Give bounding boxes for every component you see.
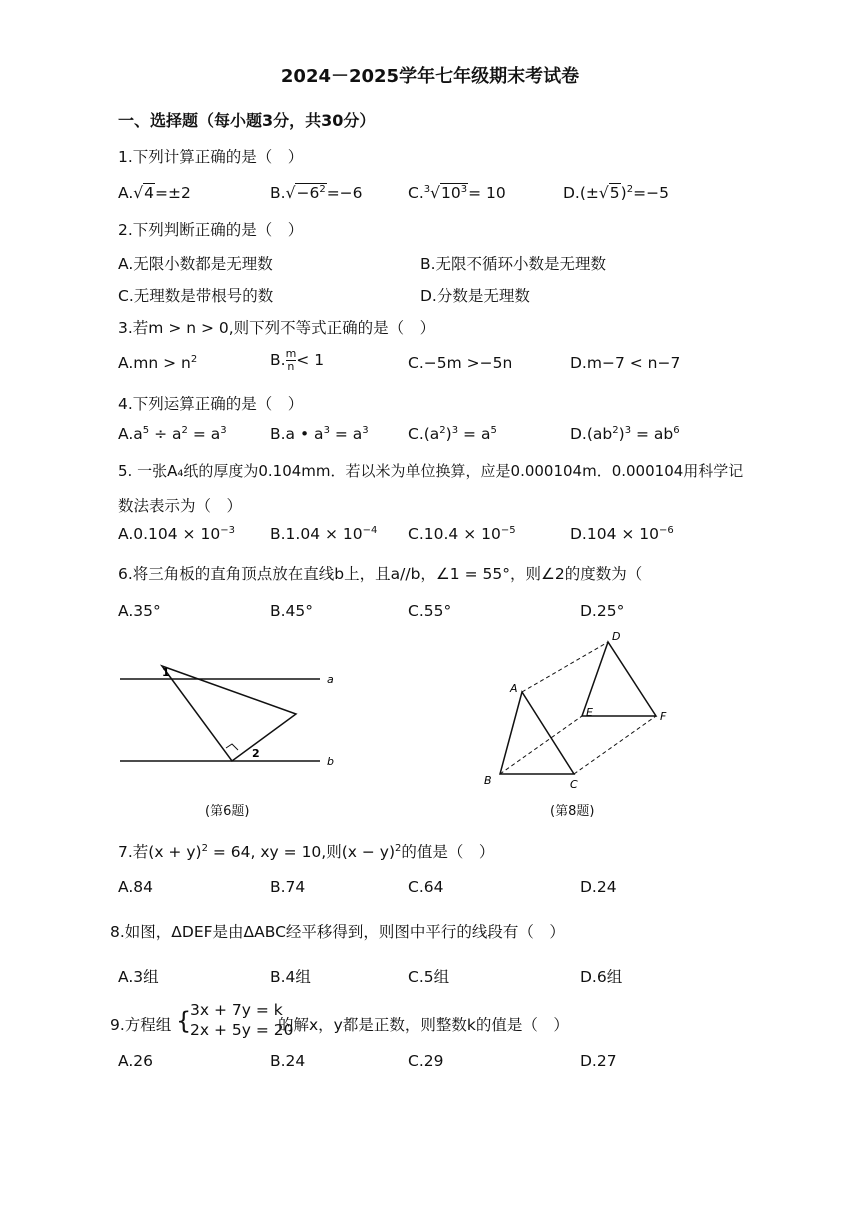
right-angle-mark <box>226 744 238 750</box>
q1-option-b: $B.√-6^2=-6$ <box>270 184 363 203</box>
q4-option-d: $D.(ab^2)^3 = ab^6$ <box>570 425 680 444</box>
label-A: A <box>510 682 518 695</box>
q4-option-a: $A.a^5 \div a^2 = a^3$ <box>118 425 227 444</box>
q7-option-c: C.64 <box>408 878 444 896</box>
q5-option-c: $C.10.4 \times 10^{-5}$ <box>408 525 516 544</box>
q2-option-c: C.无理数是带根号的数 <box>118 287 274 305</box>
label-b: b <box>327 755 334 768</box>
question-5-stem-line2: 数法表示为（ ） <box>118 497 243 515</box>
q3-option-c: C.−5m >−5n <box>408 354 513 372</box>
q1-option-a: A.√4=±2 <box>118 184 191 202</box>
label-angle-1: 1 <box>162 666 170 679</box>
q5-option-a: $A.0.104 \times 10^{-3}$ <box>118 525 235 544</box>
q1-option-d: $D.(\pm√5)^2=-5$ <box>563 184 669 203</box>
q8-option-c: C.5组 <box>408 968 450 986</box>
segment-ad <box>522 642 608 692</box>
equation-2: 2x + 5y = 20 <box>190 1021 294 1039</box>
q3-option-b: B. $\frac{m}{n}$ < 1 <box>270 347 325 373</box>
q6-option-c: C.55° <box>408 602 452 620</box>
q3-option-a: $A.mn > n^2$ <box>118 354 198 373</box>
q6-option-b: B.45° <box>270 602 314 620</box>
system-brace: { <box>176 1007 192 1035</box>
figure-6-caption: (第6题) <box>205 804 250 819</box>
q2-option-b: B.无限不循环小数是无理数 <box>420 255 607 273</box>
q1-option-c: $C.^3√10^3= 10$ <box>408 184 506 203</box>
question-6-stem: 6.将三角板的直角顶点放在直线b上，且a//b，∠1 = 55°，则∠2的度数为（ <box>118 565 643 583</box>
triangle-ruler <box>162 666 296 761</box>
question-3-stem: 3.若m > n > 0,则下列不等式正确的是（ ） <box>118 319 436 337</box>
figure-6 <box>110 630 350 780</box>
q6-option-d: D.25° <box>580 602 625 620</box>
q9-option-c: C.29 <box>408 1052 444 1070</box>
label-angle-2: 2 <box>252 747 260 760</box>
label-E: E <box>586 706 593 719</box>
question-9-stem: 的解x，y都是正数，则整数k的值是（ ） <box>278 1016 569 1034</box>
q5-option-b: $B.1.04 \times 10^{-4}$ <box>270 525 378 544</box>
question-4-stem: 4.下列运算正确的是（ ） <box>118 395 304 413</box>
segment-be <box>500 716 582 774</box>
q2-option-a: A.无限小数都是无理数 <box>118 255 273 273</box>
q2-option-d: D.分数是无理数 <box>420 287 530 305</box>
triangle-abc <box>500 692 574 774</box>
question-5-stem-line1: 5. 一张A₄纸的厚度为0.104mm．若以米为单位换算，应是0.000104m．0.000104用科学记 <box>118 462 744 480</box>
question-2-stem: 2.下列判断正确的是（ ） <box>118 221 304 239</box>
question-7-stem: 7.若$(x + y)^2 = 64$, xy = 10,则$(x - y)^2$的值是（ ） <box>118 842 495 861</box>
q8-option-b: B.4组 <box>270 968 311 986</box>
q9-option-a: A.26 <box>118 1052 153 1070</box>
label-C: C <box>570 778 578 788</box>
q9-option-b: B.24 <box>270 1052 306 1070</box>
q7-option-d: D.24 <box>580 878 617 896</box>
question-1-stem: 1.下列计算正确的是（ ） <box>118 148 304 166</box>
question-8-stem: 8.如图，ΔDEF是由ΔABC经平移得到，则图中平行的线段有（ ） <box>110 923 565 941</box>
q3-option-d: D.m−7 < n−7 <box>570 354 681 372</box>
q6-option-a: A.35° <box>118 602 161 620</box>
figure-8 <box>480 628 680 788</box>
equation-1: 3x + 7y = k <box>190 1001 283 1019</box>
q7-option-a: A.84 <box>118 878 153 896</box>
label-a: a <box>327 673 334 686</box>
q4-option-c: $C.(a^2)^3 = a^5$ <box>408 425 497 444</box>
label-B: B <box>484 774 492 787</box>
segment-cf <box>574 716 656 774</box>
q4-option-b: B.a • $a^3 = a^3$ <box>270 425 369 444</box>
label-F: F <box>660 710 667 723</box>
q8-option-d: D.6组 <box>580 968 623 986</box>
q8-option-a: A.3组 <box>118 968 159 986</box>
question-9-prefix: 9.方程组 <box>110 1016 172 1034</box>
section-heading: 一、选择题（每小题3分，共30分） <box>118 111 376 130</box>
label-D: D <box>612 630 621 643</box>
figure-8-caption: (第8题) <box>550 804 595 819</box>
triangle-def <box>582 642 656 716</box>
q7-option-b: B.74 <box>270 878 306 896</box>
q5-option-d: $D.104 \times 10^{-6}$ <box>570 525 674 544</box>
page-title: 2024－2025学年七年级期末考试卷 <box>280 66 580 87</box>
q9-option-d: D.27 <box>580 1052 617 1070</box>
